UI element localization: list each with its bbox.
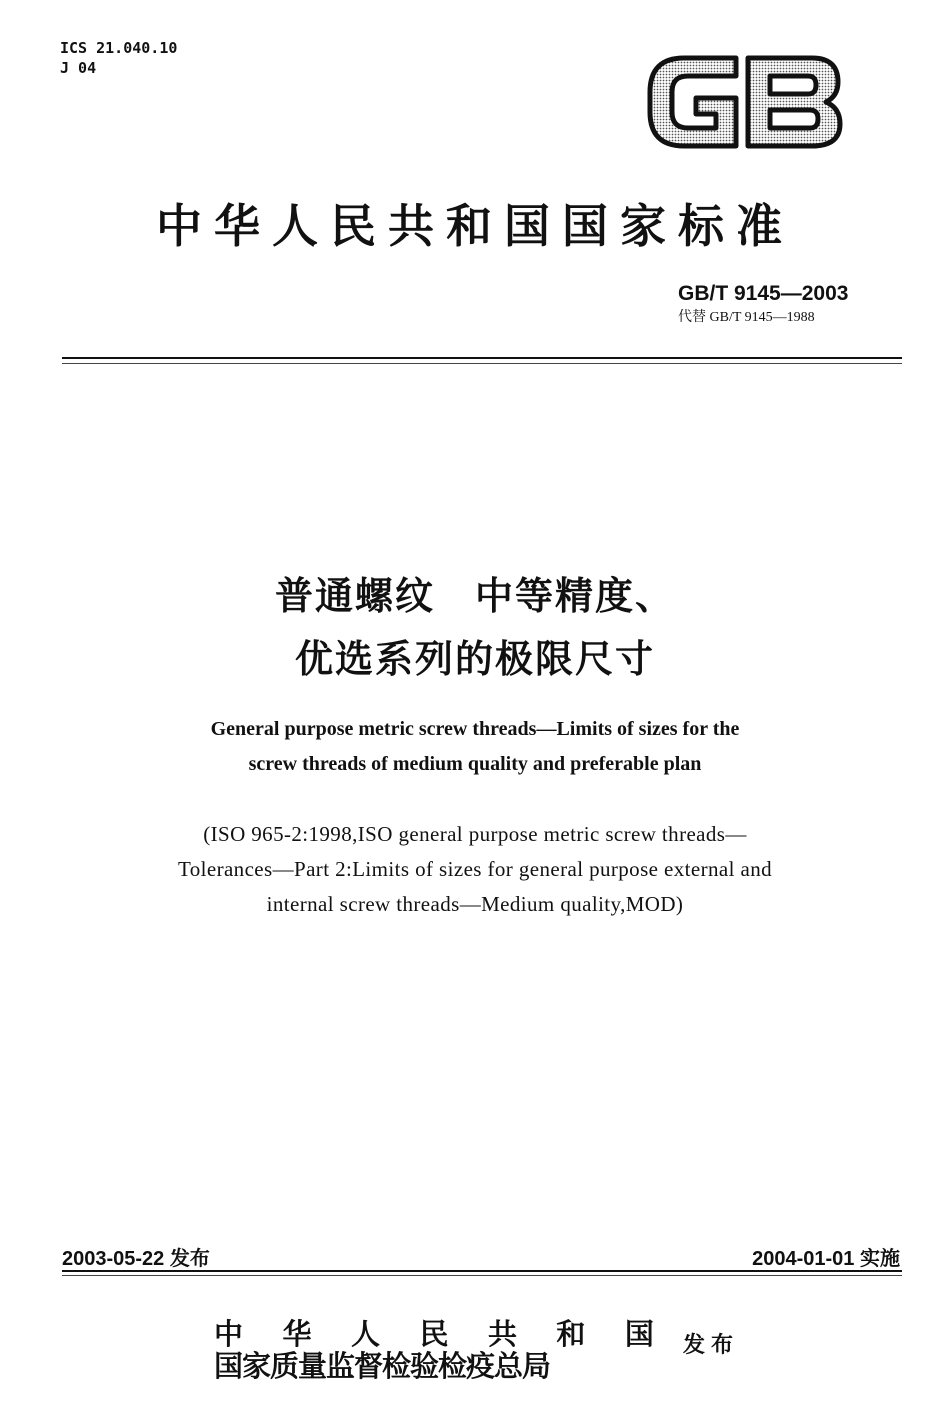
chinese-title-line2: 优选系列的极限尺寸: [294, 637, 655, 681]
publish-date: 2003-05-22 发布: [62, 1248, 210, 1270]
country-standard-title: 中华人民共和国国家标准: [156, 199, 794, 253]
iso-reference-line2: Tolerances—Part 2:Limits of sizes for general purpose external and: [177, 857, 773, 881]
issuer-char: 华: [282, 1317, 312, 1351]
header-divider: [62, 357, 902, 359]
standard-number: GB/T 9145—2003: [678, 282, 849, 305]
issuer-char: 和: [556, 1317, 586, 1351]
effective-date: 2004-01-01 实施: [752, 1248, 900, 1270]
issuer-char: 国: [624, 1317, 654, 1351]
gb-logo: [644, 52, 844, 152]
iso-reference-line3: internal screw threads—Medium quality,MOD): [266, 892, 684, 916]
standard-number-block: [678, 282, 878, 326]
ics-code: ICS 21.040.10: [60, 39, 178, 57]
classification-codes: [60, 38, 177, 78]
chinese-title-line1: 普通螺纹 中等精度、: [274, 574, 675, 618]
issuer-line2: 国家质量监督检验检疫总局: [214, 1349, 551, 1383]
issued-label: 发布: [683, 1332, 740, 1358]
english-title-line2: screw threads of medium quality and preferable plan: [248, 753, 702, 775]
footer-divider: [62, 1270, 902, 1272]
issuer-char: 民: [419, 1317, 449, 1351]
replaces-standard: 代替 GB/T 9145—1988: [678, 310, 815, 325]
iso-reference-line1: (ISO 965-2:1998,ISO general purpose metric screw threads—: [203, 822, 747, 846]
header-divider-thin: [62, 363, 902, 364]
english-title-line1: General purpose metric screw threads—Limits of sizes for the: [210, 718, 740, 740]
issuer-char: 共: [487, 1317, 517, 1351]
category-code: J 04: [60, 59, 97, 77]
issuer-char: 人: [350, 1317, 380, 1351]
issuer-char: 中: [214, 1317, 244, 1351]
footer-divider-thin: [62, 1275, 902, 1276]
